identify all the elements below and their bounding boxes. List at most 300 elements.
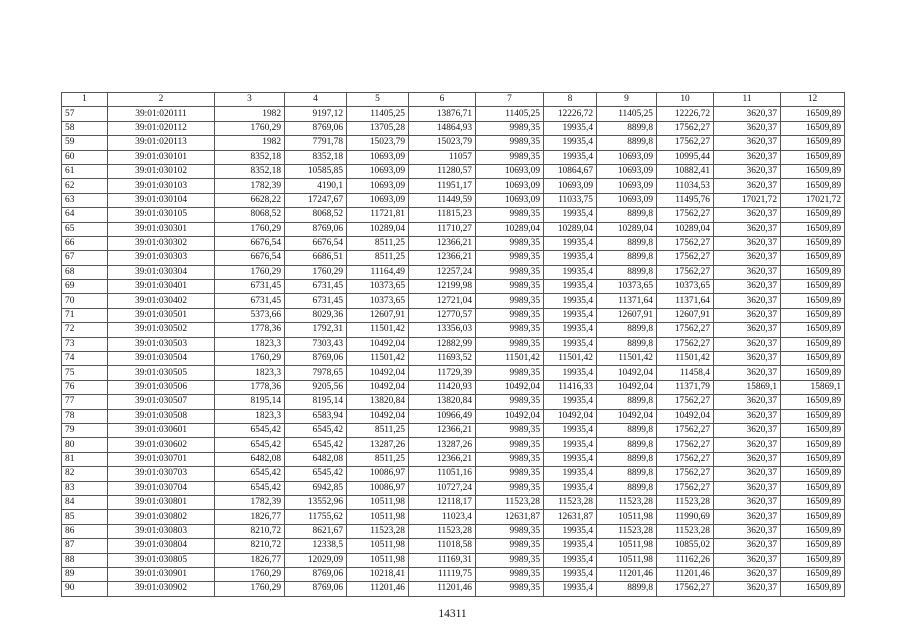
table-cell: 6686,51 (285, 251, 347, 265)
table-cell: 86 (62, 524, 108, 538)
table-cell: 19935,4 (544, 481, 597, 495)
table-cell: 15023,79 (409, 136, 476, 150)
table-cell: 6545,42 (215, 467, 285, 481)
table-cell: 12257,24 (409, 265, 476, 279)
table-cell: 8899,8 (597, 208, 657, 222)
table-cell: 70 (62, 294, 108, 308)
table-cell: 11501,42 (597, 352, 657, 366)
table-cell: 8352,18 (215, 164, 285, 178)
table-cell: 65 (62, 222, 108, 236)
table-cell: 8068,52 (285, 208, 347, 222)
table-cell: 1826,77 (215, 553, 285, 567)
table-cell: 9989,35 (476, 395, 544, 409)
table-cell: 39:01:030402 (108, 294, 215, 308)
table-cell: 19935,4 (544, 236, 597, 250)
table-cell: 12226,72 (544, 107, 597, 121)
table-cell: 1792,31 (285, 323, 347, 337)
table-cell: 8899,8 (597, 481, 657, 495)
table-row (62, 280, 845, 294)
table-cell: 6482,08 (215, 452, 285, 466)
table-cell: 10511,98 (347, 539, 409, 553)
table-cell: 9989,35 (476, 308, 544, 322)
table-cell: 39:01:030501 (108, 308, 215, 322)
table-cell: 10492,04 (347, 337, 409, 351)
table-cell: 19935,4 (544, 323, 597, 337)
table-cell: 11169,31 (409, 553, 476, 567)
table-cell: 3620,37 (714, 280, 781, 294)
table-cell: 39:01:030102 (108, 164, 215, 178)
table-cell: 11018,58 (409, 539, 476, 553)
table-cell: 3620,37 (714, 107, 781, 121)
table-cell: 9989,35 (476, 366, 544, 380)
column-header: 9 (597, 93, 657, 107)
table-cell: 9197,12 (285, 107, 347, 121)
table-cell: 16509,89 (781, 280, 845, 294)
table-cell: 9989,35 (476, 236, 544, 250)
table-row (62, 467, 845, 481)
table-cell: 12607,91 (597, 308, 657, 322)
table-cell: 6676,54 (215, 251, 285, 265)
table-cell: 84 (62, 495, 108, 509)
table-cell: 10492,04 (597, 366, 657, 380)
table-cell: 9989,35 (476, 582, 544, 596)
table-cell: 10693,09 (597, 179, 657, 193)
table-cell: 16509,89 (781, 179, 845, 193)
table-cell: 19935,4 (544, 582, 597, 596)
table-cell: 10086,97 (347, 481, 409, 495)
table-cell: 11523,28 (409, 524, 476, 538)
table-cell: 16509,89 (781, 467, 845, 481)
table-cell: 11501,42 (476, 352, 544, 366)
table-cell: 17021,72 (781, 193, 845, 207)
table-cell: 1823,3 (215, 337, 285, 351)
table-cell: 10511,98 (597, 553, 657, 567)
table-cell: 39:01:030703 (108, 467, 215, 481)
table-cell: 19935,4 (544, 366, 597, 380)
table-cell: 12770,57 (409, 308, 476, 322)
table-cell: 1760,29 (215, 121, 285, 135)
table-cell: 11405,25 (476, 107, 544, 121)
table-row (62, 208, 845, 222)
table-cell: 39:01:030801 (108, 495, 215, 509)
table-cell: 12338,5 (285, 539, 347, 553)
table-cell: 16509,89 (781, 481, 845, 495)
table-cell: 3620,37 (714, 236, 781, 250)
table-cell: 10511,98 (347, 553, 409, 567)
table-cell: 3620,37 (714, 438, 781, 452)
table-cell: 1823,3 (215, 409, 285, 423)
table-cell: 39:01:030303 (108, 251, 215, 265)
table-cell: 12029,09 (285, 553, 347, 567)
table-row (62, 539, 845, 553)
table-cell: 1778,36 (215, 323, 285, 337)
column-header: 1 (62, 93, 108, 107)
table-cell: 1782,39 (215, 179, 285, 193)
table-cell: 13552,96 (285, 495, 347, 509)
table-cell: 82 (62, 467, 108, 481)
table-cell: 11951,17 (409, 179, 476, 193)
table-cell: 1782,39 (215, 495, 285, 509)
table-cell: 8899,8 (597, 438, 657, 452)
table-cell: 16509,89 (781, 150, 845, 164)
table-cell: 3620,37 (714, 308, 781, 322)
table-cell: 19935,4 (544, 452, 597, 466)
table-cell: 11495,76 (657, 193, 714, 207)
table-cell: 8899,8 (597, 121, 657, 135)
table-cell: 10693,09 (347, 150, 409, 164)
table-cell: 75 (62, 366, 108, 380)
table-cell: 12607,91 (657, 308, 714, 322)
column-header: 4 (285, 93, 347, 107)
table-cell: 16509,89 (781, 452, 845, 466)
table-cell: 3620,37 (714, 495, 781, 509)
table-cell: 11693,52 (409, 352, 476, 366)
table-cell: 19935,4 (544, 553, 597, 567)
table-cell: 8769,06 (285, 222, 347, 236)
table-cell: 13287,26 (347, 438, 409, 452)
page-number: 14311 (438, 608, 467, 620)
table-row (62, 121, 845, 135)
table-cell: 19935,4 (544, 150, 597, 164)
table-cell: 3620,37 (714, 582, 781, 596)
table-cell: 16509,89 (781, 582, 845, 596)
table-cell: 6731,45 (215, 294, 285, 308)
table-cell: 19935,4 (544, 136, 597, 150)
table-cell: 10511,98 (597, 510, 657, 524)
table-cell: 16509,89 (781, 352, 845, 366)
table-cell: 8899,8 (597, 251, 657, 265)
table-cell: 3620,37 (714, 179, 781, 193)
table-cell: 3620,37 (714, 164, 781, 178)
table-cell: 17021,72 (714, 193, 781, 207)
table-cell: 10693,09 (476, 179, 544, 193)
table-cell: 10693,09 (544, 179, 597, 193)
table-row (62, 366, 845, 380)
table-cell: 8210,72 (215, 539, 285, 553)
table-cell: 8899,8 (597, 467, 657, 481)
table-cell: 3620,37 (714, 409, 781, 423)
table-cell: 19935,4 (544, 337, 597, 351)
table-row (62, 265, 845, 279)
table-row (62, 409, 845, 423)
table-cell: 10289,04 (657, 222, 714, 236)
table-cell: 8769,06 (285, 121, 347, 135)
table-cell: 11523,28 (347, 524, 409, 538)
table-cell: 8769,06 (285, 567, 347, 581)
table-cell: 10585,85 (285, 164, 347, 178)
table-cell: 10373,65 (657, 280, 714, 294)
table-row (62, 222, 845, 236)
table-cell: 6545,42 (285, 438, 347, 452)
table-cell: 63 (62, 193, 108, 207)
table-cell: 8899,8 (597, 452, 657, 466)
table-cell: 8195,14 (215, 395, 285, 409)
table-cell: 1760,29 (215, 222, 285, 236)
table-cell: 10511,98 (347, 510, 409, 524)
table-cell: 10373,65 (347, 294, 409, 308)
table-cell: 9989,35 (476, 567, 544, 581)
table-cell: 8899,8 (597, 423, 657, 437)
table-cell: 12366,21 (409, 251, 476, 265)
table-cell: 39:01:020113 (108, 136, 215, 150)
table-cell: 39:01:030304 (108, 265, 215, 279)
table-cell: 3620,37 (714, 121, 781, 135)
table-cell: 8899,8 (597, 136, 657, 150)
table-cell: 11034,53 (657, 179, 714, 193)
table-cell: 60 (62, 150, 108, 164)
table-cell: 10492,04 (347, 380, 409, 394)
table-cell: 59 (62, 136, 108, 150)
table-cell: 3620,37 (714, 452, 781, 466)
table-cell: 9989,35 (476, 423, 544, 437)
column-header: 7 (476, 93, 544, 107)
table-cell: 11371,64 (597, 294, 657, 308)
table-row (62, 164, 845, 178)
table-cell: 3620,37 (714, 294, 781, 308)
table-row (62, 308, 845, 322)
table-cell: 17562,27 (657, 452, 714, 466)
column-header: 3 (215, 93, 285, 107)
table-cell: 3620,37 (714, 337, 781, 351)
table-cell: 85 (62, 510, 108, 524)
table-cell: 16509,89 (781, 567, 845, 581)
table-cell: 15023,79 (347, 136, 409, 150)
table-cell: 19935,4 (544, 567, 597, 581)
table-cell: 16509,89 (781, 107, 845, 121)
table-cell: 3620,37 (714, 208, 781, 222)
table-cell: 11710,27 (409, 222, 476, 236)
table-cell: 16509,89 (781, 553, 845, 567)
table-cell: 9989,35 (476, 265, 544, 279)
table-cell: 1760,29 (215, 567, 285, 581)
table-cell: 3620,37 (714, 352, 781, 366)
table-cell: 73 (62, 337, 108, 351)
column-header: 10 (657, 93, 714, 107)
table-cell: 11201,46 (657, 567, 714, 581)
table-cell: 1982 (215, 107, 285, 121)
table-cell: 16509,89 (781, 409, 845, 423)
table-cell: 16509,89 (781, 337, 845, 351)
table-cell: 16509,89 (781, 308, 845, 322)
table-cell: 17562,27 (657, 251, 714, 265)
table-cell: 11501,42 (544, 352, 597, 366)
table-cell: 6545,42 (285, 467, 347, 481)
table-cell: 64 (62, 208, 108, 222)
table-cell: 9989,35 (476, 438, 544, 452)
table-cell: 10492,04 (657, 409, 714, 423)
table-cell: 11405,25 (597, 107, 657, 121)
table-cell: 8899,8 (597, 265, 657, 279)
table-cell: 11729,39 (409, 366, 476, 380)
table-row (62, 524, 845, 538)
table-cell: 3620,37 (714, 150, 781, 164)
table-cell: 19935,4 (544, 524, 597, 538)
table-cell: 6545,42 (215, 438, 285, 452)
table-row (62, 107, 845, 121)
table-cell: 39:01:020112 (108, 121, 215, 135)
table-cell: 39:01:030704 (108, 481, 215, 495)
table-cell: 10995,44 (657, 150, 714, 164)
table-cell: 10864,67 (544, 164, 597, 178)
table-cell: 11057 (409, 150, 476, 164)
table-cell: 17562,27 (657, 121, 714, 135)
table-cell: 19935,4 (544, 467, 597, 481)
table-cell: 39:01:030602 (108, 438, 215, 452)
table-row (62, 481, 845, 495)
table-cell: 3620,37 (714, 481, 781, 495)
table-cell: 8899,8 (597, 236, 657, 250)
table-cell: 11280,57 (409, 164, 476, 178)
table-cell: 16509,89 (781, 539, 845, 553)
table-cell: 15869,1 (781, 380, 845, 394)
table-cell: 11458,4 (657, 366, 714, 380)
table-cell: 6676,54 (285, 236, 347, 250)
table-cell: 9989,35 (476, 121, 544, 135)
table-cell: 10693,09 (597, 164, 657, 178)
table-cell: 11420,93 (409, 380, 476, 394)
table-cell: 16509,89 (781, 136, 845, 150)
table-cell: 8511,25 (347, 423, 409, 437)
table-cell: 88 (62, 553, 108, 567)
table-cell: 9989,35 (476, 467, 544, 481)
table-cell: 6628,22 (215, 193, 285, 207)
table-cell: 1826,77 (215, 510, 285, 524)
table-cell: 11371,64 (657, 294, 714, 308)
table-cell: 7303,43 (285, 337, 347, 351)
table-cell: 10492,04 (476, 380, 544, 394)
table-cell: 8511,25 (347, 236, 409, 250)
table-cell: 5373,66 (215, 308, 285, 322)
table-cell: 16509,89 (781, 121, 845, 135)
table-cell: 8352,18 (215, 150, 285, 164)
table-cell: 16509,89 (781, 495, 845, 509)
table-cell: 12366,21 (409, 423, 476, 437)
table-cell: 66 (62, 236, 108, 250)
table-cell: 11405,25 (347, 107, 409, 121)
table-cell: 71 (62, 308, 108, 322)
table-cell: 19935,4 (544, 280, 597, 294)
table-cell: 39:01:030502 (108, 323, 215, 337)
table-cell: 39:01:030103 (108, 179, 215, 193)
table-cell: 19935,4 (544, 121, 597, 135)
data-table (61, 92, 845, 597)
table-cell: 39:01:030902 (108, 582, 215, 596)
table-cell: 17247,67 (285, 193, 347, 207)
table-cell: 13820,84 (409, 395, 476, 409)
table-cell: 39:01:030504 (108, 352, 215, 366)
table-cell: 10218,41 (347, 567, 409, 581)
table-cell: 1823,3 (215, 366, 285, 380)
table-cell: 10492,04 (544, 409, 597, 423)
table-row (62, 337, 845, 351)
table-row (62, 136, 845, 150)
table-cell: 90 (62, 582, 108, 596)
table-cell: 39:01:030105 (108, 208, 215, 222)
table-cell: 11523,28 (476, 495, 544, 509)
table-cell: 15869,1 (714, 380, 781, 394)
table-cell: 10693,09 (476, 164, 544, 178)
table-cell: 10727,24 (409, 481, 476, 495)
table-cell: 39:01:030104 (108, 193, 215, 207)
table-cell: 10693,09 (476, 193, 544, 207)
table-cell: 1760,29 (285, 265, 347, 279)
table-cell: 12199,98 (409, 280, 476, 294)
table-cell: 10492,04 (597, 409, 657, 423)
table-cell: 68 (62, 265, 108, 279)
table-cell: 19935,4 (544, 308, 597, 322)
table-cell: 10693,09 (347, 179, 409, 193)
table-cell: 13287,26 (409, 438, 476, 452)
table-cell: 57 (62, 107, 108, 121)
table-row (62, 510, 845, 524)
table-cell: 3620,37 (714, 539, 781, 553)
table-cell: 39:01:030701 (108, 452, 215, 466)
table-cell: 10966,49 (409, 409, 476, 423)
table-cell: 16509,89 (781, 265, 845, 279)
table-cell: 10289,04 (544, 222, 597, 236)
table-cell: 3620,37 (714, 222, 781, 236)
table-cell: 76 (62, 380, 108, 394)
table-cell: 67 (62, 251, 108, 265)
table-cell: 11990,69 (657, 510, 714, 524)
table-cell: 16509,89 (781, 423, 845, 437)
table-cell: 61 (62, 164, 108, 178)
table-cell: 9989,35 (476, 481, 544, 495)
table-cell: 11501,42 (347, 352, 409, 366)
table-cell: 16509,89 (781, 524, 845, 538)
table-cell: 11501,42 (347, 323, 409, 337)
table-cell: 17562,27 (657, 265, 714, 279)
table-cell: 16509,89 (781, 236, 845, 250)
table-cell: 16509,89 (781, 294, 845, 308)
table-cell: 11119,75 (409, 567, 476, 581)
table-cell: 62 (62, 179, 108, 193)
table-row (62, 193, 845, 207)
table-cell: 19935,4 (544, 423, 597, 437)
table-cell: 12366,21 (409, 236, 476, 250)
table-cell: 9989,35 (476, 524, 544, 538)
table-cell: 9989,35 (476, 553, 544, 567)
table-cell: 14864,93 (409, 121, 476, 135)
table-cell: 9989,35 (476, 280, 544, 294)
table-cell: 39:01:030302 (108, 236, 215, 250)
table-cell: 11023,4 (409, 510, 476, 524)
table-cell: 3620,37 (714, 136, 781, 150)
table-cell: 39:01:030804 (108, 539, 215, 553)
table-cell: 19935,4 (544, 539, 597, 553)
table-cell: 13820,84 (347, 395, 409, 409)
table-cell: 39:01:030601 (108, 423, 215, 437)
table-cell: 17562,27 (657, 323, 714, 337)
table-cell: 11755,62 (285, 510, 347, 524)
table-cell: 79 (62, 423, 108, 437)
table-cell: 13705,28 (347, 121, 409, 135)
table-cell: 10289,04 (597, 222, 657, 236)
table-cell: 39:01:030503 (108, 337, 215, 351)
table-cell: 10511,98 (597, 539, 657, 553)
table-cell: 17562,27 (657, 136, 714, 150)
table-cell: 10693,09 (597, 193, 657, 207)
table-cell: 12607,91 (347, 308, 409, 322)
table-cell: 9989,35 (476, 323, 544, 337)
table-cell: 8899,8 (597, 337, 657, 351)
table-cell: 11371,79 (657, 380, 714, 394)
table-row (62, 294, 845, 308)
table-cell: 11523,28 (597, 495, 657, 509)
table-cell: 9989,35 (476, 136, 544, 150)
table-cell: 9989,35 (476, 452, 544, 466)
table-cell: 3620,37 (714, 323, 781, 337)
